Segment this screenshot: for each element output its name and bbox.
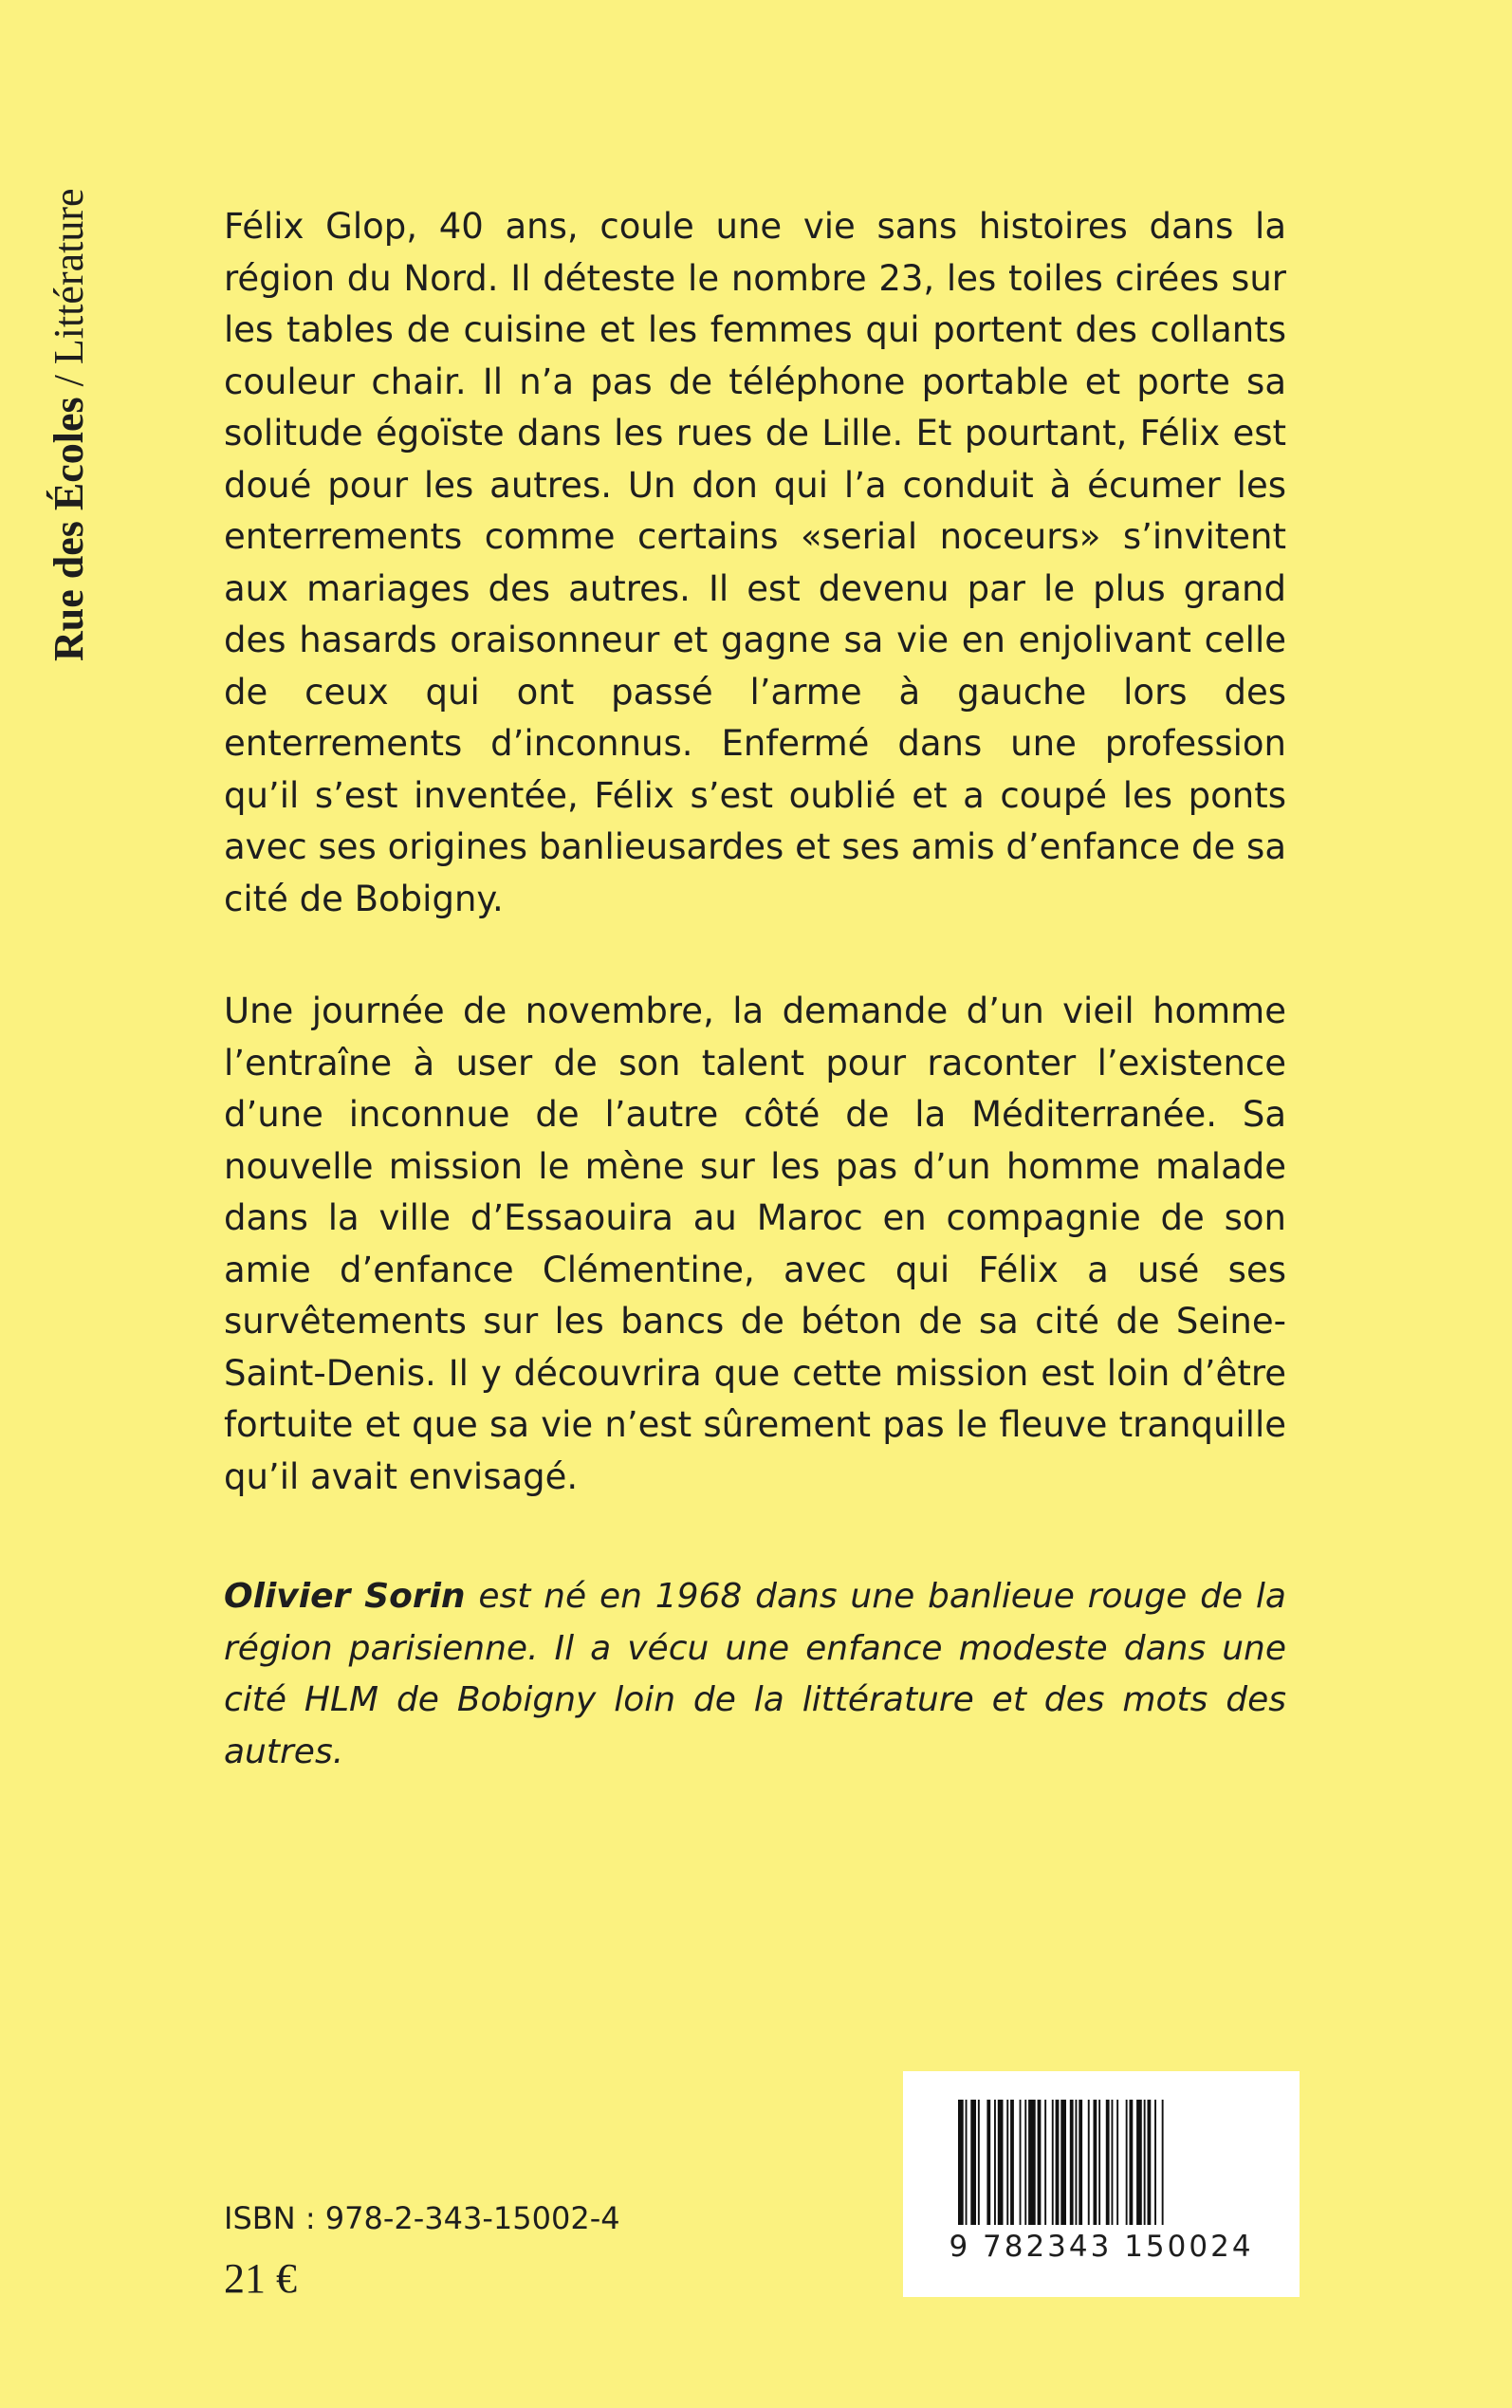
blurb-paragraph-2: Une journée de novembre, la demande d’un vieil homme l’entraîne à user de son talent pour raconter l’existence d’une inconnue de l’autre côté de la Méditerranée. Sa nouvelle mission le mène sur les pas d’un homme malade dans la ville d’Essaouira au Maroc en compagnie de son amie d’enfance Clémentine, avec qui Félix a usé ses survêtements sur les bancs de béton de sa cité de Seine-Saint-Denis. Il y découvrira que cette mission est loin d’être fortuite et que sa vie n’est sûrement pas le fleuve tranquille qu’il avait envisagé. [224,991,1286,1497]
barcode-bar [1098,2100,1100,2225]
barcode-bar [1056,2100,1060,2225]
barcode-bar [1154,2100,1156,2225]
price-label: 21 € [224,2255,297,2302]
barcode-bar [1162,2100,1164,2225]
barcode-bar [958,2100,964,2225]
barcode-bar [1052,2100,1054,2225]
author-bio-text: est né en 1968 dans une banlieue rouge de la région parisienne. Il a vécu une enfance modeste dans une cité HLM de Bobigny loin de la littérature et des mots des autres. [224,1577,1286,1771]
category-name: / Littérature [46,188,92,398]
series-name: Rue des Écoles [46,397,92,661]
barcode-bar [1094,2100,1097,2225]
author-bio [224,1571,1286,1778]
barcode-digits: 9 782343 150024 [949,2230,1254,2264]
barcode-bar [1024,2100,1026,2225]
blurb-paragraph-1: Félix Glop, 40 ans, coule une vie sans histoires dans la région du Nord. Il déteste le nombre 23, les toiles cirées sur les tables de cuisine et les femmes qui portent des collants couleur chair. Il n’a pas de téléphone portable et porte sa solitude égoïste dans les rues de Lille. Et pourtant, Félix est doué pour les autres. Un don qui l’a conduit à écumer les enterrements comme certains «serial noceurs» s’invitent aux mariages des autres. Il est devenu par le plus grand des hasards oraisonneur et gagne sa vie en enjolivant celle de ceux qui ont passé l’arme à gauche lors des enterrements d’inconnus. Enfermé dans une profession qu’il s’est inventée, Félix s’est oublié et a coupé les ponts avec ses origines banlieusardes et ses amis d’enfance de sa cité de Bobigny. [224,206,1286,919]
barcode-bar [998,2100,1004,2225]
barcode-bar [1112,2100,1114,2225]
author-name: Olivier Sorin [224,1577,466,1616]
barcode-bar [1126,2100,1128,2225]
barcode-bar [1070,2100,1074,2225]
barcode-bar [1060,2100,1066,2225]
barcode-bar [994,2100,996,2225]
isbn-number: ISBN : 978-2-343-15002-4 [224,2200,620,2236]
barcode-bar [986,2100,990,2225]
barcode-bar [1076,2100,1078,2225]
barcode-bar [970,2100,976,2225]
barcode [903,2071,1300,2297]
barcode-bar [1136,2100,1142,2225]
barcode-bar [1006,2100,1008,2225]
barcode-bar [1020,2100,1022,2225]
barcode-bar [1088,2100,1090,2225]
barcode-bar [1010,2100,1014,2225]
barcode-bar [1116,2100,1118,2225]
barcode-bar [1044,2100,1046,2225]
spine-label [36,105,102,661]
barcode-bar [1038,2100,1042,2225]
barcode-bar [1106,2100,1110,2225]
barcode-bar [966,2100,968,2225]
barcode-bar [1144,2100,1146,2225]
barcode-bar [1148,2100,1152,2225]
barcode-bar [1079,2100,1082,2225]
barcode-bar [1028,2100,1036,2225]
barcode-bar [1130,2100,1134,2225]
barcode-bar [978,2100,980,2225]
